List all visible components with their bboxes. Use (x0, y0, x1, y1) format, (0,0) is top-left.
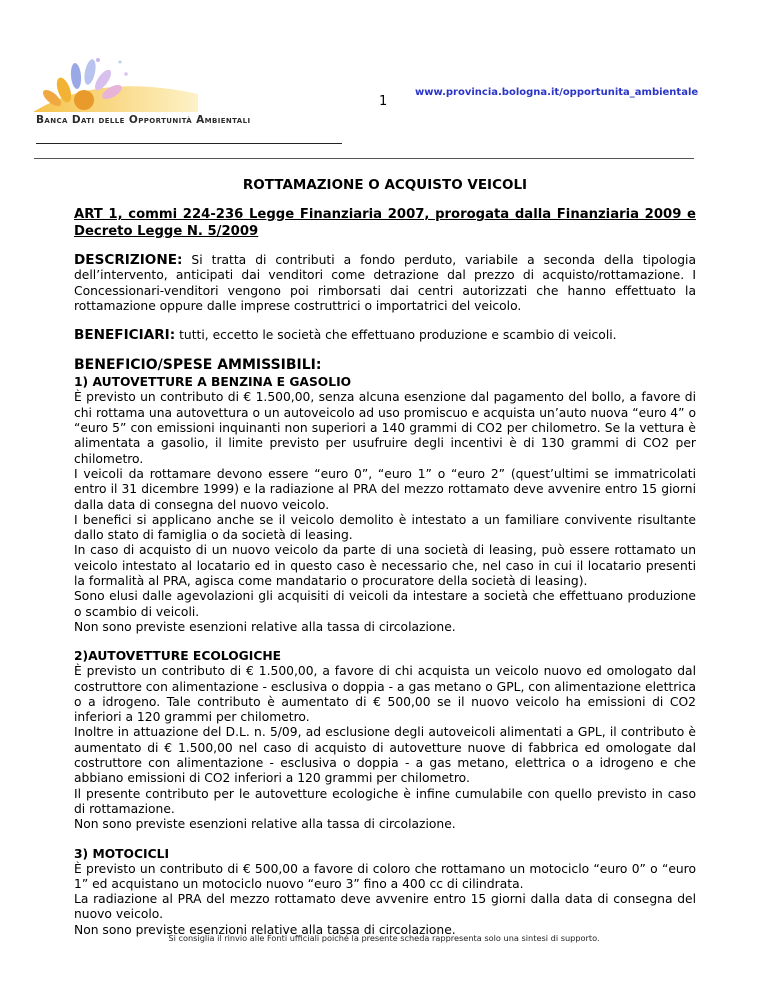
document-body (74, 168, 696, 952)
beneficiari-section (74, 328, 696, 343)
descrizione-text: Si tratta di contributi a fondo perduto, variabile a seconda della tipologia dell’intervento, anticipati dai venditori come detrazione dal prezzo di acquisto/rottamazione. I Concessionari-venditori vengono poi rimborsati dai centri autorizzati che hanno effettuato la rottamazione oppure dalle imprese costruttrici o importatrici del veicolo. (74, 253, 696, 313)
beneficio-heading: BENEFICIO/SPESE AMMISSIBILI: (74, 357, 322, 374)
document-title: ROTTAMAZIONE O ACQUISTO VEICOLI (242, 177, 528, 193)
descrizione-section (74, 253, 696, 314)
logo-text: Banca Dati delle Opportunità Ambientali (36, 114, 251, 126)
paragraph: I veicoli da rottamare devono essere “euro 0”, “euro 1” o “euro 2” (quest’ultimi se immatricolati entro il 31 dicembre 1999) e la radiazione al PRA del mezzo rottamato deve avvenire entro 15 giorni dalla data di consegna del nuovo veicolo. (74, 466, 696, 512)
section-motocicli (74, 847, 696, 938)
paragraph: È previsto un contributo di € 1.500,00, senza alcuna esenzione dal pagamento del bollo, a favore di chi rottama una autovettura o un autoveicolo ad uso promiscuo e acquista un’auto nuova “euro 4” o “euro 5” con emissioni inquinanti non superiori a 140 grammi di CO2 per chilometro. Se la vettura è alimentata a gasolio, il limite previsto per usufruire degli incentivi è di 130 grammi di CO2 per chilometro. (74, 390, 696, 466)
site-link[interactable]: www.provincia.bologna.it/opportunita_ambientale (415, 87, 699, 98)
paragraph: È previsto un contributo di € 1.500,00, a favore di chi acquista un veicolo nuovo ed omologato dal costruttore con alimentazione - esclusiva o doppia - a gas metano o GPL, con alimentazione elettrica o a idrogeno. Tale contributo è aumentato di € 500,00 se il nuovo veicolo ha emissioni di CO2 inferiori a 120 grammi per chilometro. (74, 664, 696, 725)
paragraph: Non sono previste esenzioni relative alla tassa di circolazione. (74, 817, 456, 832)
header-rule (34, 158, 694, 159)
paragraph: Sono elusi dalle agevolazioni gli acquisiti di veicoli da intestare a società che effettuano produzione o scambio di veicoli. (74, 589, 696, 619)
legal-reference: ART 1, commi 224-236 Legge Finanziaria 2007, prorogata dalla Finanziaria 2009 e Decreto Legge N. 5/2009 (74, 207, 696, 239)
paragraph: I benefici si applicano anche se il veicolo demolito è intestato a un familiare convivente risultante dallo stato di famiglia o da società di leasing. (74, 512, 696, 543)
section-title: 3) MOTOCICLI (74, 846, 170, 861)
logo-underline (36, 143, 342, 144)
page-number: 1 (379, 94, 388, 109)
paragraph: Non sono previste esenzioni relative alla tassa di circolazione. (74, 619, 456, 634)
section-title: 1) AUTOVETTURE A BENZINA E GASOLIO (74, 375, 352, 390)
paragraph: In caso di acquisto di un nuovo veicolo da parte di una società di leasing, può essere rottamato un veicolo intestato al locatario ed in questo caso è necessario che, nel caso in cui il locatario presenti la formalità al PRA, agisca come mandatario o procuratore della società di leasing). (74, 543, 696, 589)
section-ecologiche (74, 649, 696, 832)
beneficiari-text: tutti, eccetto le società che effettuano produzione e scambio di veicoli. (179, 328, 617, 343)
section-benzina-gasolio (74, 375, 696, 635)
descrizione-label: DESCRIZIONE: (74, 252, 183, 268)
paragraph: Il presente contributo per le autovetture ecologiche è infine cumulabile con quello previsto in caso di rottamazione. (74, 786, 696, 816)
beneficiari-label: BENEFICIARI: (74, 327, 176, 344)
paragraph: Inoltre in attuazione del D.L. n. 5/09, ad esclusione degli autoveicoli alimentati a GPL, il contributo è aumentato di € 1.500,00 nel caso di acquisto di autovetture nuove di fabbrica ed omologate dal costruttore con alimentazione - esclusiva o doppia - a gas metano, elettrica o a idrogeno e che abbiano emissioni di CO2 inferiori a 120 grammi per chilometro. (74, 725, 696, 786)
paragraph: La radiazione al PRA del mezzo rottamato deve avvenire entro 15 giorni dalla data di consegna del nuovo veicolo. (74, 892, 696, 922)
section-title: 2)AUTOVETTURE ECOLOGICHE (74, 649, 282, 664)
paragraph: Non sono previste esenzioni relative alla tassa di circolazione. (74, 922, 456, 937)
paragraph: È previsto un contributo di € 500,00 a favore di coloro che rottamano un motociclo “euro 0” o “euro 1” ed acquistano un motociclo nuovo “euro 3” fino a 400 cc di cilindrata. (74, 861, 696, 891)
footer-note: Si consiglia il rinvio alle Fonti ufficiali poiché la presente scheda rappresenta solo una sintesi di supporto. (168, 933, 600, 943)
page-header (0, 0, 768, 160)
